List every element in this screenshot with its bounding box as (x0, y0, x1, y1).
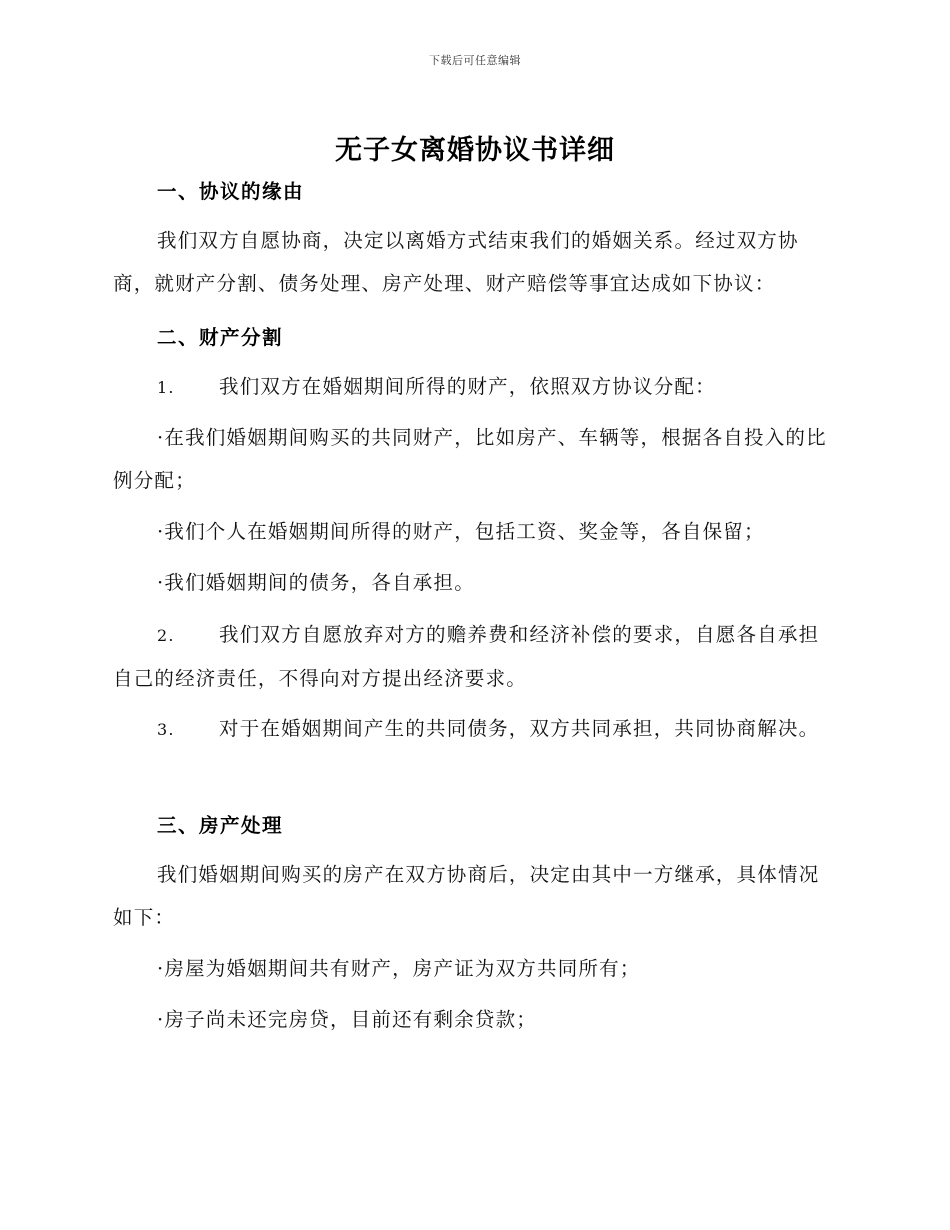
section-3-heading: 三、房产处理 (157, 814, 284, 837)
section-3-bullet-2 (113, 998, 835, 1041)
item-2-number: 2. (157, 626, 175, 645)
item-1-text: 我们双方在婚姻期间所得的财产，依照双方协议分配： (219, 375, 716, 398)
item-3-text: 对于在婚姻期间产生的共同债务，双方共同承担，共同协商解决。 (219, 717, 820, 740)
bullet-3-text: ·我们婚姻期间的债务，各自承担。 (157, 571, 475, 594)
section-2-bullet-3 (113, 561, 835, 604)
item-2-text: 我们双方自愿放弃对方的赡养费和经济补偿的要求，自愿各自承担自己的经济责任，不得向对方提出经济要求。 (113, 623, 820, 690)
section-2-heading: 二、财产分割 (157, 326, 284, 349)
section-2-bullet-1 (113, 416, 835, 502)
bullet-2-text: ·我们个人在婚姻期间所得的财产，包括工资、奖金等，各自保留； (157, 520, 765, 543)
section-3-bullet-1-text: ·房屋为婚姻期间共有财产，房产证为双方共同所有； (157, 957, 641, 980)
bullet-1-text: ·在我们婚姻期间购买的共同财产，比如房产、车辆等，根据各自投入的比例分配； (113, 426, 827, 492)
section-2-item-3 (113, 707, 835, 751)
section-3-body (113, 853, 835, 939)
section-2-item-2 (113, 613, 835, 700)
section-3-bullet-2-text: ·房子尚未还完房贷，目前还有剩余贷款； (157, 1008, 537, 1031)
item-3-number: 3. (157, 720, 175, 739)
section-1-heading: 一、协议的缘由 (157, 180, 305, 203)
section-1-body (113, 219, 835, 305)
document-title: 无子女离婚协议书详细 (335, 135, 615, 166)
header-note: 下载后可任意编辑 (429, 54, 521, 67)
section-3-bullet-1 (113, 947, 835, 990)
item-1-number: 1. (157, 378, 175, 397)
section-2-item-1 (113, 365, 835, 409)
section-3-paragraph: 我们婚姻期间购买的房产在双方协商后，决定由其中一方继承，具体情况如下： (113, 863, 820, 929)
section-1-paragraph: 我们双方自愿协商，决定以离婚方式结束我们的婚姻关系。经过双方协商，就财产分割、债务处理、房产处理、财产赔偿等事宜达成如下协议： (113, 229, 799, 295)
section-2-bullet-2 (113, 510, 835, 553)
